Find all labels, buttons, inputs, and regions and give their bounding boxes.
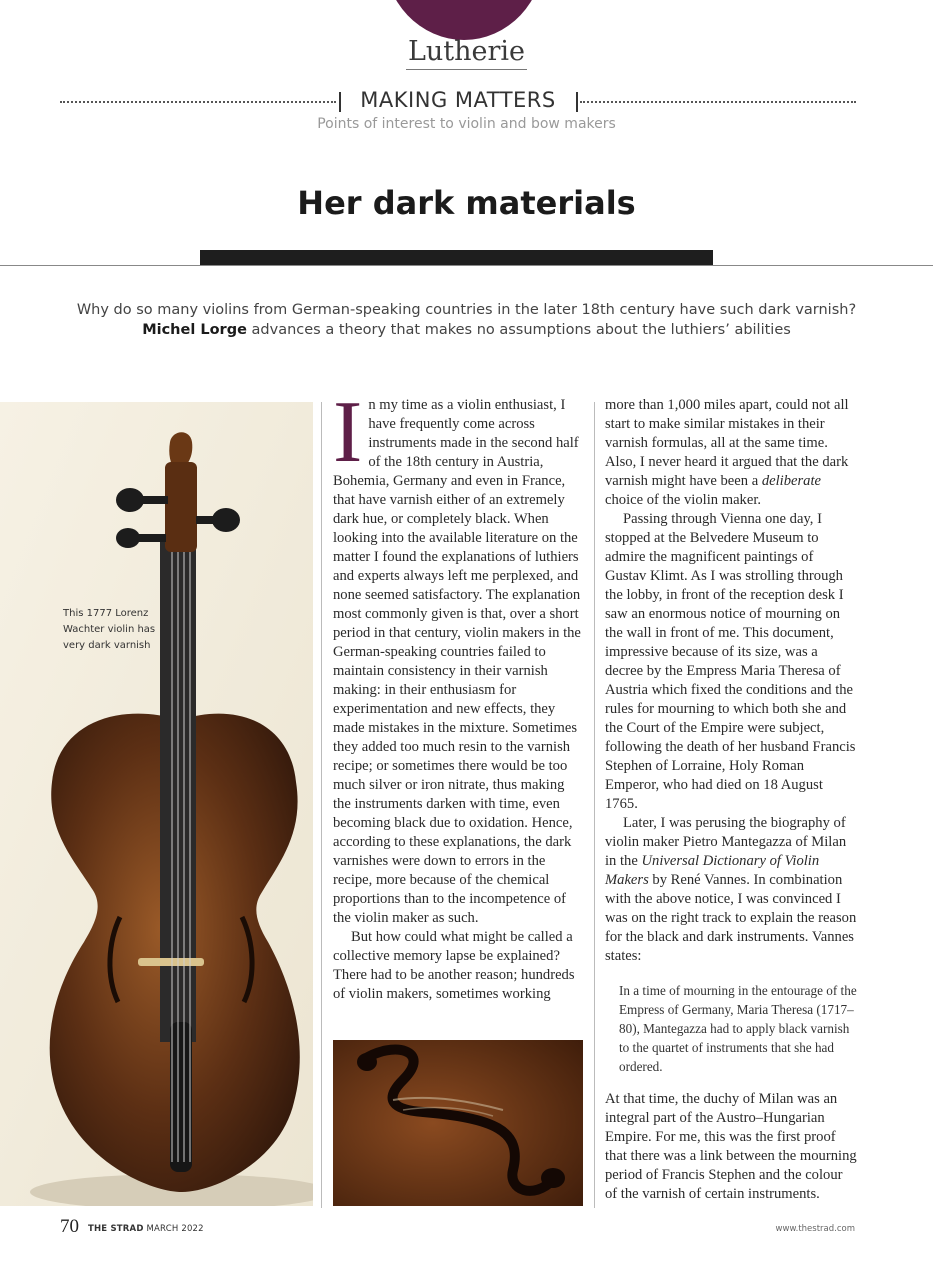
series-subtitle: Points of interest to violin and bow makers	[317, 116, 616, 132]
dotted-rule-right	[580, 101, 856, 103]
headline-rule	[0, 265, 933, 266]
f-hole-detail-image	[333, 1040, 583, 1206]
photo-caption: This 1777 Lorenz Wachter violin has very dark varnish	[63, 608, 156, 651]
banner-bar-right	[576, 92, 578, 112]
body-paragraph: In my time as a violin enthusiast, I have frequently come across instruments made in the second half of the 18th century in Austria, Bohemia, Germany and even in France, that have varnish either of an extremely dark hue, or completely black. When looking into the available literature on the matter I found the explanations of luthiers and experts always left me perplexed, and none seemed satisfactory. The explanation most commonly given is that, over a short period in that century, violin makers in the German-speaking countries failed to maintain consistency in their varnish making: in their enthusiasm for experimentation and new effects, they made mistakes in the mixture. Sometimes they added too much resin to the varnish recipe; or sometimes there would be too much silver or iron nitrate, thus making the instruments darken with time, even becoming black due to oxidation. Hence, according to these explanations, the dark varnishes were down to errors in the recipe, more because of the chemical proportions than to the incompetence of the violin maker as such.	[333, 384, 581, 926]
body-paragraph: more than 1,000 miles apart, could not all start to make similar mistakes in their varnish formulas, all at the same time. Also, I never heard it argued that the dark varnish might have been a deliberate choice of the violin maker.	[605, 397, 849, 508]
series-banner	[60, 88, 856, 116]
standfirst	[40, 300, 893, 340]
column-rule-2	[594, 402, 595, 1208]
body-paragraph: At that time, the duchy of Milan was an integral part of the Austro–Hungarian Empire. For me, this was the first proof that there was a link between the mourning period of Francis Stephen and the colour of the varnish of certain instruments.	[605, 1091, 857, 1202]
dotted-rule-left	[60, 101, 336, 103]
author-name: Michel Lorge	[142, 322, 247, 338]
f-hole-detail-photo	[333, 1040, 583, 1206]
article-column-1	[333, 384, 585, 1004]
column-rule-1	[321, 402, 322, 1208]
body-paragraph: Later, I was perusing the biography of violin maker Pietro Mantegazza of Milan in the Universal Dictionary of Violin Makers by René Vannes. In combination with the above notice, I was convinced I was on the right track to explain the reason for the black and dark instruments. Vannes states:	[605, 815, 857, 964]
drop-cap: I	[333, 384, 363, 481]
violin-photo	[0, 402, 313, 1206]
violin-image	[0, 402, 313, 1206]
headline-bar	[200, 250, 713, 266]
magazine-issue: THE STRAD MARCH 2022	[88, 1224, 204, 1234]
body-paragraph: Passing through Vienna one day, I stopped at the Belvedere Museum to admire the magnificent paintings of Gustav Klimt. As I was strolling through the lobby, in front of the reception desk I saw an enormous notice of mourning on the wall in front of me. This document, impressive because of its size, was a decree by the Empress Maria Theresa of Austria which fixed the conditions and the rules for mourning to which both she and the Court of the Empire were subject, following the death of her husband Francis Stephen of Lorraine, Holy Roman Emperor, who had died on 18 August 1765.	[605, 511, 856, 812]
body-paragraph: But how could what might be called a collective memory lapse be explained? There had to be another reason; hundreds of violin makers, sometimes working	[333, 929, 575, 1002]
banner-bar-left	[339, 92, 341, 112]
section-circle-ornament	[384, 0, 544, 40]
standfirst-line-1: Why do so many violins from German-speaking countries in the later 18th century have such dark varnish?	[76, 302, 857, 318]
website-url: www.thestrad.com	[775, 1224, 855, 1234]
article-column-2	[605, 396, 857, 1204]
series-title: MAKING MATTERS	[360, 88, 556, 112]
page-number: 70	[60, 1216, 79, 1237]
article-headline: Her dark materials	[297, 184, 636, 222]
standfirst-line-2: Michel Lorge advances a theory that makes no assumptions about the luthiers’ abilities	[142, 322, 791, 338]
section-label: Lutherie	[0, 36, 933, 67]
block-quote: In a time of mourning in the entourage of the Empress of Germany, Maria Theresa (1717–80), Mantegazza had to apply black varnish to the quartet of instruments that she had ordered.	[619, 983, 857, 1074]
